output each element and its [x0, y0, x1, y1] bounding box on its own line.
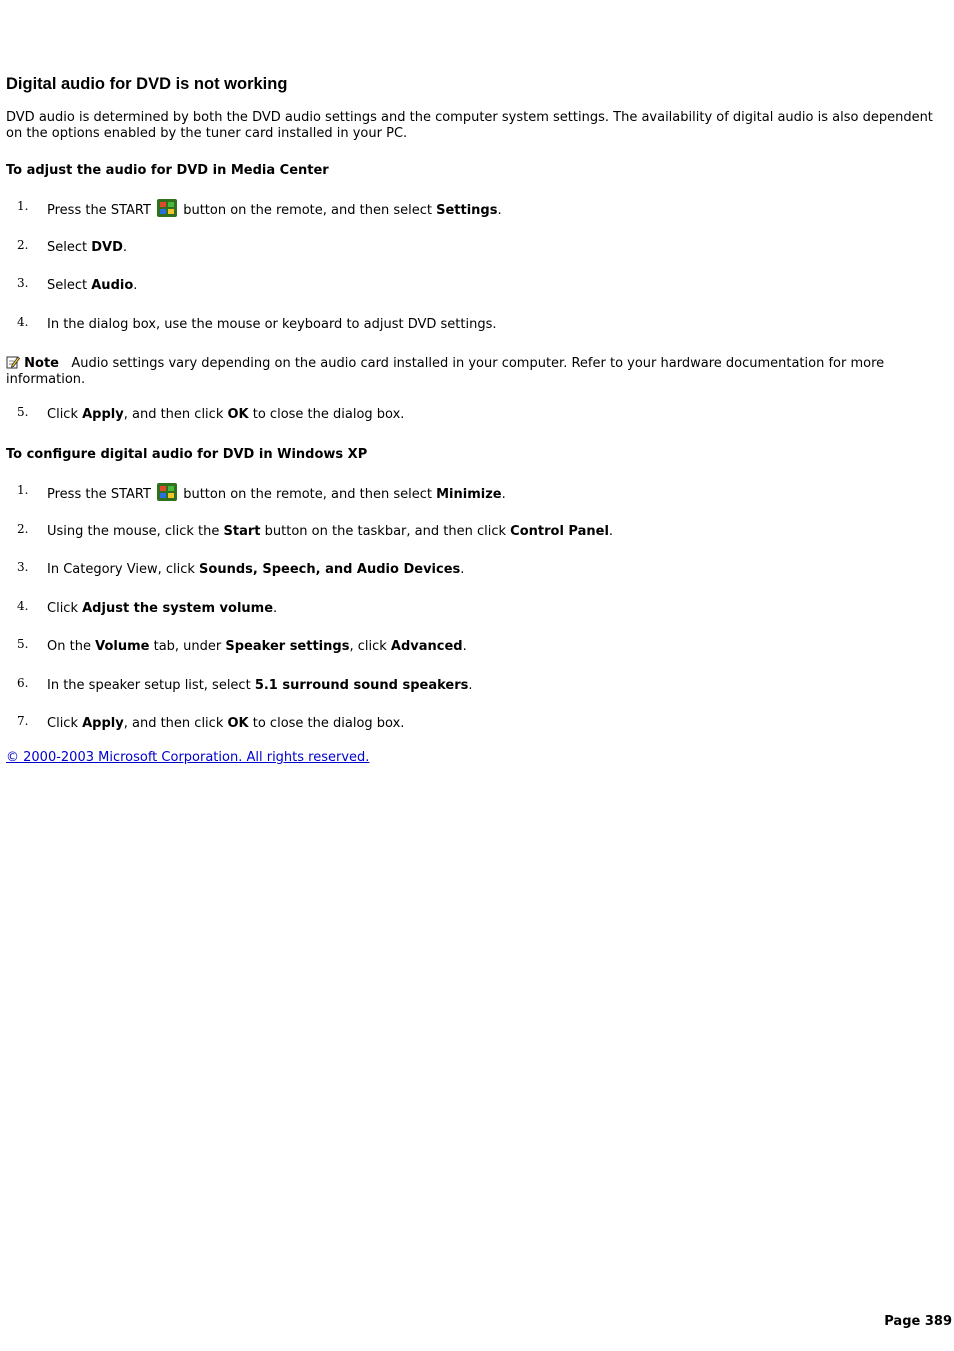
step-text: In the dialog box, use the mouse or keyboard to adjust DVD settings.	[47, 317, 497, 332]
step-number: 5.	[17, 405, 29, 419]
note-callout	[6, 355, 941, 388]
step-number: 3.	[17, 276, 29, 290]
step-number: 1.	[17, 483, 29, 497]
list-item	[0, 599, 940, 619]
section-heading-media-center: To adjust the audio for DVD in Media Center	[6, 163, 329, 178]
note-label: Note	[24, 356, 59, 371]
note-text: Audio settings vary depending on the audio card installed in your computer. Refer to your hardware documentation for more information.	[6, 356, 885, 387]
step-text: Click Adjust the system volume.	[47, 601, 278, 616]
page-title: Digital audio for DVD is not working	[6, 75, 288, 93]
step-text: Select DVD.	[47, 240, 128, 255]
windows-start-icon	[157, 199, 177, 217]
copyright-link[interactable]: © 2000-2003 Microsoft Corporation. All rights reserved.	[6, 750, 370, 765]
list-item	[0, 676, 940, 696]
step-number: 2.	[17, 522, 29, 536]
step-number: 6.	[17, 676, 29, 690]
step-text: In Category View, click Sounds, Speech, and Audio Devices.	[47, 562, 465, 577]
step-number: 3.	[17, 560, 29, 574]
page-number: Page 389	[884, 1314, 952, 1329]
step-number: 1.	[17, 199, 29, 213]
step-number: 2.	[17, 238, 29, 252]
list-item	[0, 714, 940, 734]
step-text: Click Apply, and then click OK to close the dialog box.	[47, 716, 405, 731]
windows-start-icon	[157, 483, 177, 501]
list-item	[0, 522, 940, 542]
step-number: 5.	[17, 637, 29, 651]
step-text: Press the START button on the remote, and then select Minimize.	[47, 483, 506, 505]
step-number: 7.	[17, 714, 29, 728]
step-text: On the Volume tab, under Speaker settings, click Advanced.	[47, 639, 467, 654]
step-number: 4.	[17, 599, 29, 613]
list-item	[0, 238, 940, 258]
step-number: 4.	[17, 315, 29, 329]
list-item	[0, 637, 940, 657]
list-item	[0, 560, 940, 580]
section-heading-windows-xp: To configure digital audio for DVD in Windows XP	[6, 447, 368, 462]
list-item	[0, 276, 940, 296]
step-text: Select Audio.	[47, 278, 138, 293]
step-text: Click Apply, and then click OK to close the dialog box.	[47, 407, 405, 422]
step-text: In the speaker setup list, select 5.1 surround sound speakers.	[47, 678, 473, 693]
intro-paragraph: DVD audio is determined by both the DVD audio settings and the computer system settings. The availability of digital audio is also dependent on the options enabled by the tuner card installed in your PC.	[6, 110, 933, 141]
list-item	[0, 199, 940, 219]
step-text: Press the START button on the remote, and then select Settings.	[47, 199, 502, 221]
list-item	[0, 405, 940, 425]
step-text: Using the mouse, click the Start button on the taskbar, and then click Control Panel.	[47, 524, 614, 539]
list-item	[0, 483, 940, 503]
list-item	[0, 315, 940, 335]
note-pencil-icon	[6, 355, 20, 369]
